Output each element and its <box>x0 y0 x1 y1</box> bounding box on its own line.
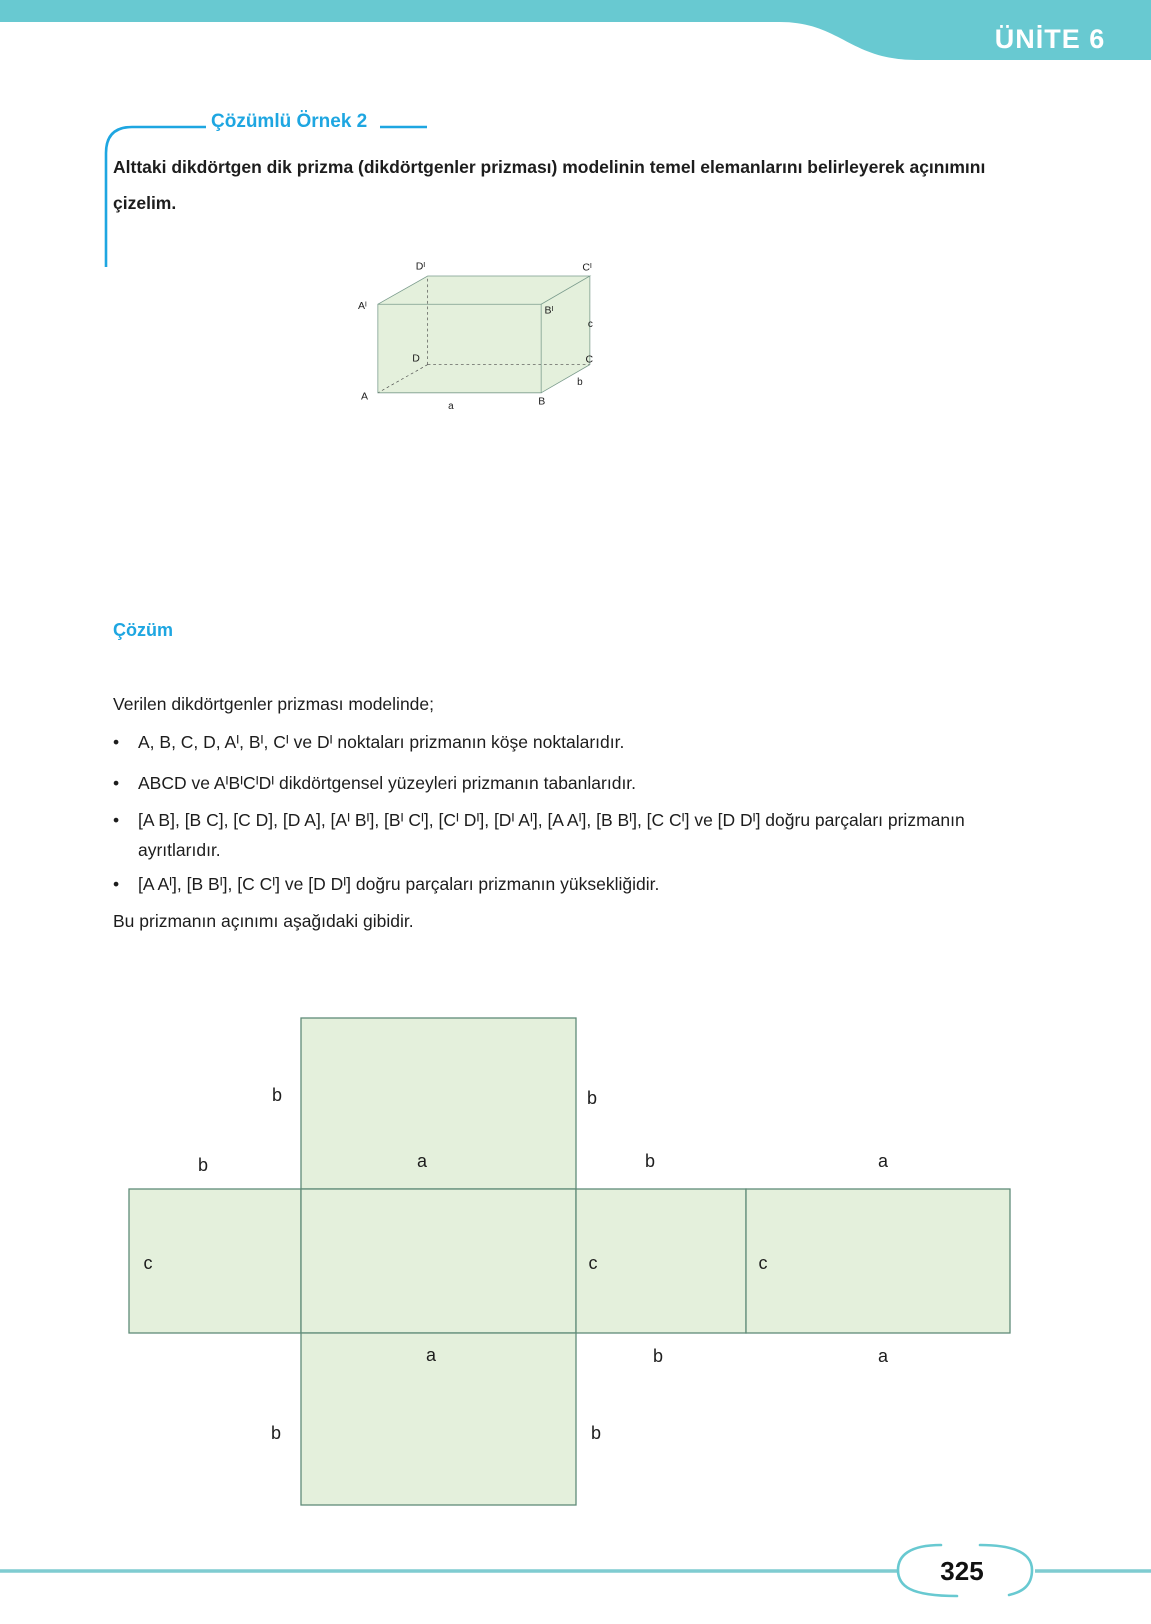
vertex-label-d: D <box>412 352 420 365</box>
bullet-item-bases <box>113 768 1038 798</box>
edge-label-c: c <box>587 318 593 330</box>
net-figure <box>0 990 1151 1520</box>
bullet-text: [A Aᴵ], [B Bᴵ], [C Cᴵ] ve [D Dᴵ] doğru parçaları prizmanın yüksekliğidir. <box>138 874 660 894</box>
net-label-c: c <box>143 1253 153 1273</box>
vertex-label-b-prime: Bᴵ <box>544 304 554 317</box>
net-label-b: b <box>586 1088 598 1108</box>
vertex-label-c: C <box>585 353 594 366</box>
net-face-top <box>301 1018 576 1189</box>
bullet-item-heights <box>113 869 1038 899</box>
vertex-label-a: A <box>361 390 369 403</box>
bullet-text: ABCD ve AᴵBᴵCᴵDᴵ dikdörtgensel yüzeyleri prizmanın tabanlarıdır. <box>138 773 637 793</box>
net-label-a: a <box>877 1151 889 1171</box>
bullet-marker: • <box>113 773 120 793</box>
example-heading: Çözümlü Örnek 2 <box>211 111 368 132</box>
net-label-a: a <box>877 1346 889 1366</box>
bullet-text: [A B], [B C], [C D], [D A], [Aᴵ Bᴵ], [Bᴵ Cᴵ], [Cᴵ Dᴵ], [Dᴵ Aᴵ], [A Aᴵ], [B Bᴵ], [C Cᴵ] ve [D Dᴵ] doğru parçaları prizmanın ayrıtlarıdır. <box>138 810 965 860</box>
page-number: 325 <box>940 1556 984 1586</box>
prism-figure <box>0 250 800 560</box>
net-face-left <box>129 1189 301 1333</box>
net-face-bottom <box>301 1333 576 1505</box>
vertex-label-a-prime: Aᴵ <box>357 300 367 313</box>
example-statement: Alttaki dikdörtgen dik prizma (dikdörtgenler prizması) modelinin temel elemanlarını belirleyerek açınımını çizelim. <box>113 157 986 213</box>
net-face-center <box>301 1189 576 1333</box>
bullet-item-vertices <box>113 727 1038 757</box>
net-label-b: b <box>644 1151 656 1171</box>
net-label-c: c <box>758 1253 768 1273</box>
solution-intro: Verilen dikdörtgenler prizması modelinde; <box>113 694 434 714</box>
solution-closing: Bu prizmanın açınımı aşağıdaki gibidir. <box>113 911 414 931</box>
vertex-label-b: B <box>538 395 546 408</box>
bullet-item-edges <box>113 805 1038 865</box>
bullet-text: A, B, C, D, Aᴵ, Bᴵ, Cᴵ ve Dᴵ noktaları prizmanın köşe noktalarıdır. <box>138 732 625 752</box>
net-label-c: c <box>588 1253 598 1273</box>
bullet-marker: • <box>113 810 120 830</box>
solution-heading: Çözüm <box>113 620 173 640</box>
net-label-b: b <box>270 1423 282 1443</box>
net-label-b: b <box>197 1155 209 1175</box>
net-label-a: a <box>425 1345 437 1365</box>
net-label-b: b <box>590 1423 602 1443</box>
prism-body-face <box>378 276 590 393</box>
vertex-label-d-prime: Dᴵ <box>415 260 426 273</box>
net-label-b: b <box>271 1085 283 1105</box>
edge-label-a: a <box>448 400 454 412</box>
unit-label: ÜNİTE 6 <box>994 24 1106 54</box>
vertex-label-c-prime: Cᴵ <box>582 261 592 274</box>
bullet-marker: • <box>113 732 120 752</box>
bullet-marker: • <box>113 874 120 894</box>
net-label-b: b <box>652 1346 664 1366</box>
net-label-a: a <box>416 1151 428 1171</box>
net-face-right <box>576 1189 746 1333</box>
net-face-far-right <box>746 1189 1010 1333</box>
edge-label-b: b <box>577 377 583 389</box>
